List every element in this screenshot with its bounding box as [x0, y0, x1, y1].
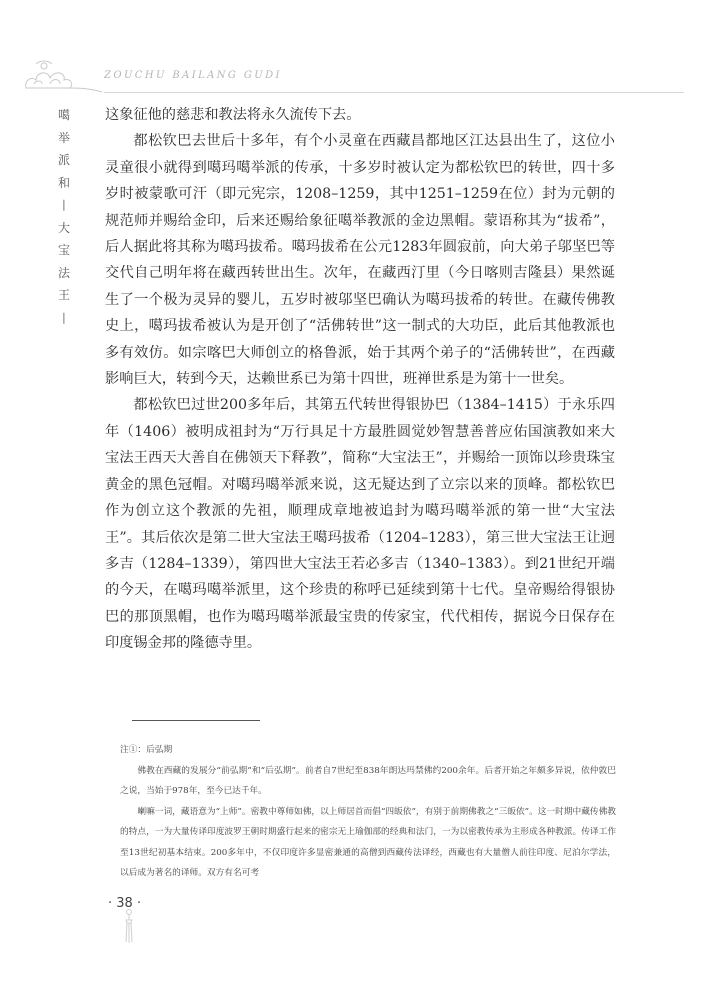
footnote-rule [132, 720, 260, 721]
side-title-char: 宝 [57, 243, 70, 257]
header-rule [104, 92, 684, 93]
paragraph: 都松钦巴过世200多年后，其第五代转世得银协巴（1384–1415）于永乐四年（1406）被明成祖封为“万行具足十方最胜圆觉妙智慧善普应佑国演教如来大宝法王西天大善自在佛领天下释教”，简称“大宝法王”，并赐给一顶饰以珍贵珠宝黄金的黑色冠帽。对噶玛噶举派来说，这无疑达到了立宗以来的顶峰。都松钦巴作为创立这个教派的先祖，顺理成章地被追封为噶玛噶举派的第一世“大宝法王”。其后依次是第二世大宝法王噶玛拔希（1204–1283），第三世大宝法王让迥多吉（1284–1339），第四世大宝法王若必多吉（1340–1383）。到21世纪开端的今天，在噶玛噶举派里，这个珍贵的称呼已延续到第十七代。皇帝赐给得银协巴的那顶黑帽，也作为噶玛噶举派最宝贵的传家宝，代代相传，据说今日保存在印度锡金邦的隆德寺里。 [105, 397, 615, 652]
running-title: ZOUCHU BAILANG GUDI [104, 70, 282, 81]
side-title-char: — [57, 311, 72, 324]
side-title-char: 噶 [57, 108, 70, 122]
side-title-char: 和 [57, 175, 70, 190]
footnotes [120, 740, 616, 884]
side-title-char: 举 [57, 130, 70, 145]
side-title-char: — [57, 199, 72, 212]
side-title-char: 王 [57, 288, 70, 302]
page-number: · 38 · [108, 896, 142, 911]
side-title-char: 法 [57, 265, 70, 280]
footnote-heading: 注①：后弘期 [120, 745, 173, 755]
tassel-icon [122, 908, 136, 944]
side-title-char: 大 [57, 220, 70, 235]
side-title-char: 派 [57, 153, 70, 167]
body-text [105, 102, 615, 657]
page-number-value: 38 [116, 896, 133, 911]
footnote-paragraph: 喇嘛一词，藏语意为“上师”。密教中尊师如佛，以上师居首而倡“四皈依”，有别于前期佛教之“三皈依”。这一时期中藏传佛教的特点，一为大量传译印度波罗王朝时期盛行起来的密宗无上瑜伽部的经典和法门，一为以密教传承为主形成各种教派。传译工作至13世纪初基本结束。200多年中，不仅印度许多显密兼通的高僧到西藏传法译经，西藏也有大量僧人前往印度、尼泊尔学法，以后成为著名的译师。双方有名可考 [120, 806, 616, 878]
paragraph: 这象征他的慈悲和教法将永久流传下去。 [105, 107, 361, 123]
footnote-paragraph: 佛教在西藏的发展分“前弘期”和“后弘期”。前者自7世纪至838年朗达玛禁佛约200余年。后者开始之年颇多异说，依仲敦巴之说，当始于978年，至今已达千年。 [120, 765, 616, 796]
side-chapter-title [56, 104, 72, 329]
cloud-ornament-icon [22, 58, 102, 96]
paragraph: 都松钦巴去世后十多年，有个小灵童在西藏昌都地区江达县出生了，这位小灵童很小就得到噶玛噶举派的传承，十多岁时被认定为都松钦巴的转世，四十多岁时被蒙歌可汗（即元宪宗，1208–1259，其中1251–1259在位）封为元朝的规范师并赐给金印，后来还赐给象征噶举教派的金边黑帽。蒙语称其为“拔希”，后人据此将其称为噶玛拔希。噶玛拔希在公元1283年圆寂前，向大弟子邬坚巴等交代自己明年将在藏西转世出生。次年，在藏西汀里（今日喀则吉隆县）果然诞生了一个极为灵异的婴儿，五岁时被邬坚巴确认为噶玛拔希的转世。在藏传佛教史上，噶玛拔希被认为是开创了“活佛转世”这一制式的大功臣，此后其他教派也多有效仿。如宗喀巴大师创立的格鲁派，始于其两个弟子的“活佛转世”，在西藏影响巨大，转到今天，达赖世系已为第十四世，班禅世系是为第十一世矣。 [105, 133, 615, 388]
